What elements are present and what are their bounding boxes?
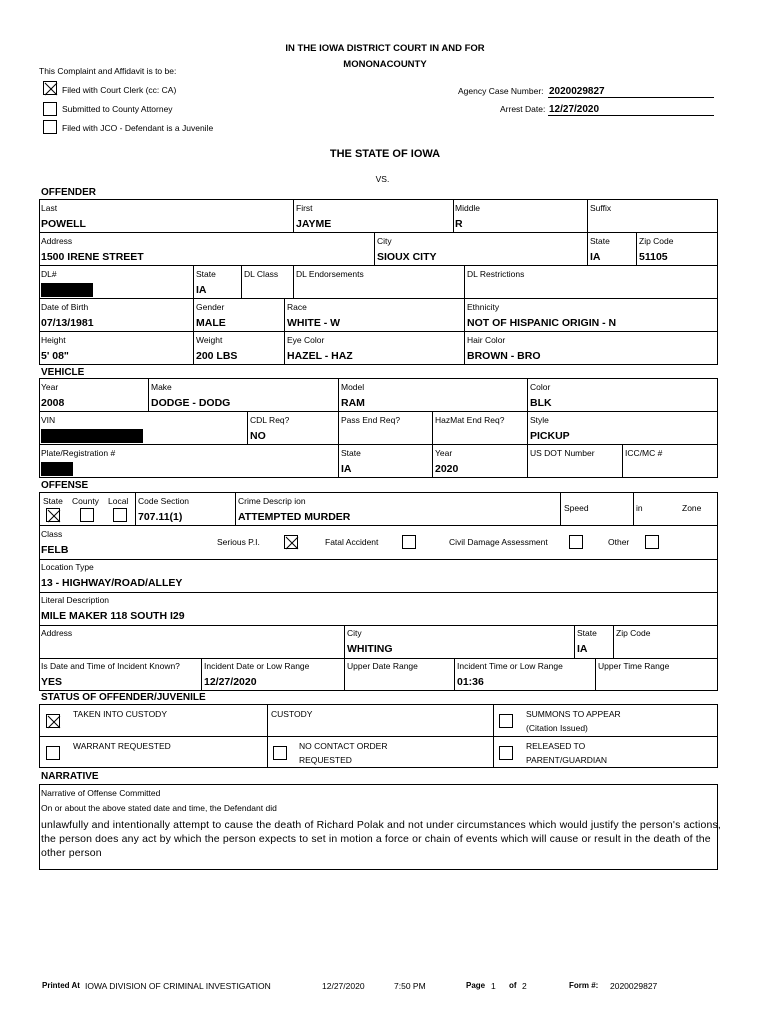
summons-label: SUMMONS TO APPEAR (Citation Issued)	[526, 709, 621, 733]
crime-description: ATTEMPTED MURDER	[238, 511, 351, 523]
zip-label: Zip Code	[639, 236, 674, 246]
agency-case-number: 2020029827	[549, 86, 605, 97]
zone-label: Zone	[682, 503, 702, 513]
taken-into-custody-label: TAKEN INTO CUSTODY	[73, 709, 167, 719]
address-label: Address	[41, 236, 73, 246]
warrant-label: WARRANT REQUESTED	[73, 741, 171, 751]
suffix-label: Suffix	[590, 203, 612, 213]
printed-at: IOWA DIVISION OF CRIMINAL INVESTIGATION	[85, 981, 271, 991]
incident-date-label: Incident Date or Low Range	[204, 661, 310, 671]
reg-state-label: State	[341, 448, 361, 458]
offense-local-checkbox[interactable]	[113, 508, 127, 522]
civil-damage-label: Civil Damage Assessment	[449, 537, 548, 547]
narrative-section-title: NARRATIVE	[41, 771, 99, 782]
plate-redaction	[41, 462, 73, 476]
first-name-label: First	[296, 203, 313, 213]
incident-time: 01:36	[457, 676, 484, 688]
location-type: 13 - HIGHWAY/ROAD/ALLEY	[41, 577, 183, 589]
color-label: Color	[530, 382, 551, 392]
crime-description-label: Crime Descrip ion	[238, 496, 306, 506]
released-label: RELEASED TO PARENT/GUARDIAN	[526, 741, 608, 765]
weight: 200 LBS	[196, 350, 238, 362]
civil-damage-checkbox[interactable]	[569, 535, 583, 549]
vehicle-year: 2008	[41, 397, 65, 409]
gender: MALE	[196, 317, 226, 329]
date-known: YES	[41, 676, 63, 688]
offense-address-label: Address	[41, 628, 73, 638]
ethnicity: NOT OF HISPANIC ORIGIN - N	[467, 317, 617, 329]
model: RAM	[341, 397, 365, 409]
arrest-date-label: Arrest Date:	[500, 104, 546, 114]
ethnicity-label: Ethnicity	[467, 302, 500, 312]
offender-box	[39, 199, 718, 365]
class: FELB	[41, 544, 69, 556]
iccmc-label: ICC/MC #	[625, 448, 663, 458]
status-section-title: STATUS OF OFFENDER/JUVENILE	[41, 692, 206, 703]
location-type-label: Location Type	[41, 562, 94, 572]
offense-section-title: OFFENSE	[41, 480, 89, 491]
page-number: 1	[491, 981, 496, 991]
middle-name: R	[455, 218, 463, 230]
literal-description-label: Literal Description	[41, 595, 110, 605]
form-number: 2020029827	[610, 981, 658, 991]
of-label: of	[509, 981, 517, 990]
pass-end-label: Pass End Req?	[341, 415, 401, 425]
reg-year: 2020	[435, 463, 459, 475]
serious-pi-label: Serious P.I.	[217, 537, 260, 547]
versus: VS.	[375, 174, 390, 184]
printed-date: 12/27/2020	[322, 981, 365, 991]
offense-county-label: County	[72, 496, 99, 506]
dl-restrictions-label: DL Restrictions	[467, 269, 525, 279]
last-name: POWELL	[41, 218, 86, 230]
narrative-intro: On or about the above stated date and time, the Defendant did	[41, 803, 277, 813]
zip: 51105	[639, 251, 668, 263]
agency-case-underline	[548, 97, 714, 98]
offense-state-field-label: State	[577, 628, 597, 638]
first-name: JAYME	[296, 218, 332, 230]
last-name-label: Last	[41, 203, 58, 213]
vehicle-section-title: VEHICLE	[41, 367, 85, 378]
submitted-to-attorney-checkbox[interactable]	[43, 102, 57, 116]
agency-case-label: Agency Case Number:	[458, 86, 544, 96]
printed-at-label: Printed At	[42, 981, 80, 990]
code-section-label: Code Section	[138, 496, 190, 506]
offense-county-checkbox[interactable]	[80, 508, 94, 522]
other-checkbox[interactable]	[645, 535, 659, 549]
incident-date: 12/27/2020	[204, 676, 257, 688]
dl-label: DL#	[41, 269, 57, 279]
offender-section-title: OFFENDER	[41, 187, 96, 198]
filed-with-clerk-checkbox[interactable]	[43, 81, 57, 95]
dl-state: IA	[196, 284, 207, 296]
form-label: Form #:	[569, 981, 599, 990]
vin-label: VIN	[41, 415, 56, 425]
filed-with-clerk-label: Filed with Court Clerk (cc: CA)	[62, 85, 177, 95]
complaint-intro: This Complaint and Affidavit is to be:	[39, 66, 177, 76]
dl-state-label: State	[196, 269, 216, 279]
fatal-accident-label: Fatal Accident	[325, 537, 379, 547]
eye-color-label: Eye Color	[287, 335, 325, 345]
dob-label: Date of Birth	[41, 302, 89, 312]
dl-class-label: DL Class	[244, 269, 279, 279]
arrest-date: 12/27/2020	[549, 104, 600, 115]
offense-zip-label: Zip Code	[616, 628, 651, 638]
upper-date-label: Upper Date Range	[347, 661, 418, 671]
date-known-label: Is Date and Time of Incident Known?	[41, 661, 180, 671]
offense-local-label: Local	[108, 496, 129, 506]
vin-redaction	[41, 429, 143, 443]
hair-color-label: Hair Color	[467, 335, 506, 345]
race-label: Race	[287, 302, 307, 312]
reg-year-label: Year	[435, 448, 453, 458]
offense-city-label: City	[347, 628, 362, 638]
serious-pi-checkbox[interactable]	[284, 535, 298, 549]
offense-state-label: State	[43, 496, 63, 506]
reg-state: IA	[341, 463, 352, 475]
plate-label: Plate/Registration #	[41, 448, 116, 458]
filed-with-jco-checkbox[interactable]	[43, 120, 57, 134]
speed-in-label: in	[636, 503, 643, 513]
weight-label: Weight	[196, 335, 223, 345]
height-label: Height	[41, 335, 66, 345]
hair-color: BROWN - BRO	[467, 350, 541, 362]
taken-into-custody-checkbox[interactable]	[46, 714, 60, 728]
released-checkbox[interactable]	[499, 746, 513, 760]
incident-time-label: Incident Time or Low Range	[457, 661, 563, 671]
submitted-to-attorney-label: Submitted to County Attorney	[62, 104, 173, 114]
fatal-accident-checkbox[interactable]	[402, 535, 416, 549]
address: 1500 IRENE STREET	[41, 251, 144, 263]
summons-checkbox[interactable]	[499, 714, 513, 728]
vehicle-year-label: Year	[41, 382, 59, 392]
middle-name-label: Middle	[455, 203, 481, 213]
narrative-label: Narrative of Offense Committed	[41, 788, 161, 798]
city-label: City	[377, 236, 392, 246]
state-title: THE STATE OF IOWA	[329, 148, 441, 160]
arrest-date-underline	[548, 115, 714, 116]
style-label: Style	[530, 415, 549, 425]
state-label: State	[590, 236, 610, 246]
total-pages: 2	[522, 981, 527, 991]
literal-description: MILE MAKER 118 SOUTH I29	[41, 610, 185, 622]
model-label: Model	[341, 382, 365, 392]
dob: 07/13/1981	[41, 317, 94, 329]
cdl-label: CDL Req?	[250, 415, 290, 425]
warrant-checkbox[interactable]	[46, 746, 60, 760]
printed-time: 7:50 PM	[394, 981, 426, 991]
color: BLK	[530, 397, 552, 409]
gender-label: Gender	[196, 302, 225, 312]
offense-city: WHITING	[347, 643, 393, 655]
offense-state: IA	[577, 643, 588, 655]
dl-endorsements-label: DL Endorsements	[296, 269, 364, 279]
filed-with-jco-label: Filed with JCO - Defendant is a Juvenile	[62, 123, 214, 133]
narrative-line-3: other person	[41, 847, 102, 859]
offense-state-checkbox[interactable]	[46, 508, 60, 522]
narrative-line-2: the person does any act by which the person expects to set in motion a force or chain of events which will cause or result in the death of the	[41, 833, 711, 845]
make-label: Make	[151, 382, 172, 392]
eye-color: HAZEL - HAZ	[287, 350, 353, 362]
style: PICKUP	[530, 430, 570, 442]
vehicle-box	[39, 378, 718, 478]
dl-redaction	[41, 283, 93, 297]
upper-time-label: Upper Time Range	[598, 661, 670, 671]
race: WHITE - W	[287, 317, 341, 329]
no-contact-checkbox[interactable]	[273, 746, 287, 760]
custody-label: CUSTODY	[271, 709, 313, 719]
speed-label: Speed	[564, 503, 589, 513]
narrative-line-1: unlawfully and intentionally attempt to cause the death of Richard Polak and not under circumstances which would justify the person's actions,	[41, 819, 721, 831]
court-title: IN THE IOWA DISTRICT COURT IN AND FOR MONONACOUNTY	[285, 43, 485, 70]
make: DODGE - DODG	[151, 397, 231, 409]
class-label: Class	[41, 529, 63, 539]
city: SIOUX CITY	[377, 251, 437, 263]
height: 5' 08"	[41, 350, 69, 362]
state: IA	[590, 251, 601, 263]
other-label: Other	[608, 537, 630, 547]
code-section: 707.11(1)	[138, 511, 183, 523]
no-contact-label: NO CONTACT ORDER REQUESTED	[299, 741, 388, 765]
usdot-label: US DOT Number	[530, 448, 595, 458]
hazmat-label: HazMat End Req?	[435, 415, 505, 425]
cdl: NO	[250, 430, 266, 442]
page-label: Page	[466, 981, 486, 990]
